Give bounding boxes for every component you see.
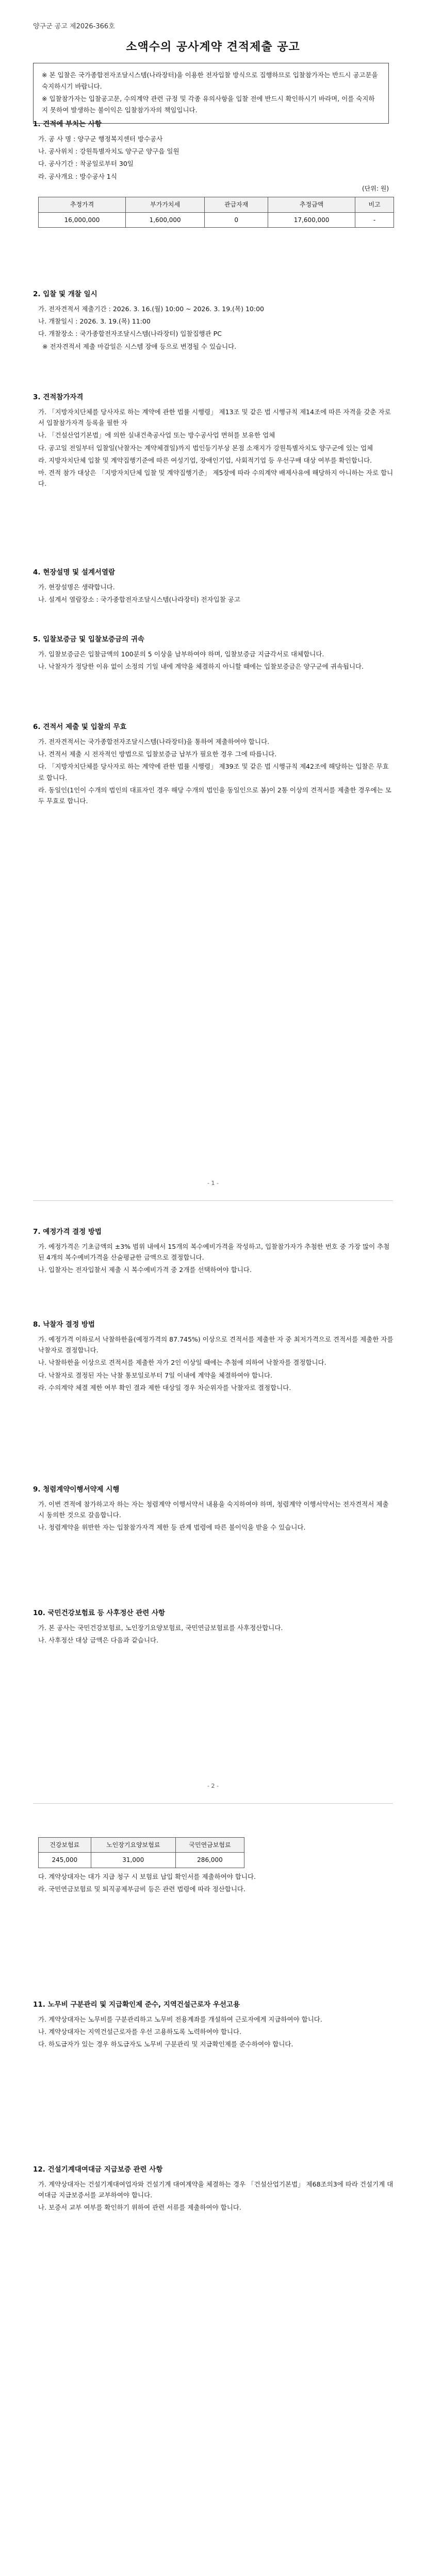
table-header: 비고: [355, 197, 394, 212]
list-item: 라. 동일인(1인이 수개의 법인의 대표자인 경우 해당 수개의 법인을 동일인으로 봄)이 2통 이상의 견적서를 제출한 경우에는 모두 무효로 합니다.: [38, 786, 391, 805]
section-2: [33, 289, 394, 353]
section-heading: 4. 현장설명 및 설계서열람: [33, 568, 116, 577]
section-heading: 11. 노무비 구분관리 및 지급확인제 준수, 지역건설근로자 우선고용: [33, 2001, 240, 2009]
section-heading: 12. 건설기계대여대금 지급보증 관련 사항: [33, 2165, 163, 2174]
summary-line: ※ 본 입찰은 국가종합전자조달시스템(나라장터)을 이용한 전자입찰 방식으로 집행하므로 입찰참가자는 반드시 공고문을 숙지하시기 바랍니다.: [42, 71, 378, 90]
section-8: [33, 1319, 394, 1395]
table-header: 추정금액: [268, 197, 355, 212]
table-header: 추정가격: [39, 197, 126, 212]
list-item: 다. 하도급자가 있는 경우 하도급자도 노무비 구분관리 및 지급확인제를 준수하여야 합니다.: [38, 2040, 293, 2048]
table-cell: 0: [205, 212, 268, 227]
list-item: 가. 전자견적서 제출기간 : 2026. 3. 16.(월) 10:00 ~ 2026. 3. 19.(목) 10:00: [38, 304, 264, 313]
list-item: 나. 공사위치 : 강원특별자치도 양구군 양구읍 일원: [38, 147, 179, 156]
table-cell: 245,000: [39, 1853, 91, 1868]
section-12: [33, 2164, 394, 2215]
list-item: 가. 이번 견적에 참가하고자 하는 자는 청렴계약 이행서약서 내용을 숙지하여야 하며, 청렴계약 이행서약서는 전자견적서 제출 시 동의한 것으로 갈음합니다.: [38, 1500, 389, 1519]
list-item: 나. 계약상대자는 지역건설근로자를 우선 고용하도록 노력하여야 합니다.: [38, 2028, 242, 2036]
table-header: 관급자재: [205, 197, 268, 212]
table-cell: 16,000,000: [39, 212, 126, 227]
notice-number: 양구군 공고 제2026-366호: [33, 23, 115, 30]
list-item: 다. 공사기간 : 착공일로부터 30일: [38, 160, 134, 168]
page-number: - 1 -: [207, 1180, 219, 1187]
list-item: 가. 입찰보증금은 입찰금액의 100분의 5 이상을 납부하여야 하며, 입찰보증금 지급각서로 대체합니다.: [38, 650, 324, 658]
list-item: 나. 보증서 교부 여부를 확인하기 위하여 관련 서류를 제출하여야 합니다.: [38, 2204, 241, 2212]
section-9: [33, 1484, 394, 1535]
list-item: 가. 현장설명은 생략합니다.: [38, 583, 115, 591]
section-6: [33, 721, 394, 808]
summary-line: ※ 입찰참가자는 입찰공고문, 수의계약 관련 규정 및 각종 유의사항을 입찰 전에 반드시 확인하시기 바라며, 이를 숙지하지 못하여 발생하는 불이익은 입찰참가자의 책임입니다.: [42, 94, 375, 114]
section-4: [33, 567, 394, 606]
list-item: 다. 공고일 전일부터 입찰일(낙찰자는 계약체결일)까지 법인등기부상 본점 소재지가 강원특별자치도 양구군에 있는 업체: [38, 444, 373, 452]
page-title: 소액수의 공사계약 견적제출 공고: [126, 41, 300, 54]
table-cell: 31,000: [91, 1853, 175, 1868]
page-divider: [33, 1200, 393, 1201]
list-item: 나. 견적서 제출 시 전자적인 방법으로 입찰보증금 납부가 필요한 경우 그에 따릅니다.: [38, 750, 277, 758]
unit-label: (단위: 원): [362, 184, 389, 192]
list-item: 나. 낙찰자가 정당한 이유 없이 소정의 기일 내에 계약을 체결하지 아니할 때에는 입찰보증금은 양구군에 귀속됩니다.: [38, 663, 364, 671]
list-item: 가. 계약상대자는 노무비를 구분관리하고 노무비 전용계좌를 개설하여 근로자에게 지급하여야 합니다.: [38, 2015, 322, 2023]
list-item: 나. 사후정산 대상 금액은 다음과 같습니다.: [38, 1636, 159, 1645]
list-item: 나. 설계서 열람장소 : 국가종합전자조달시스템(나라장터) 전자입찰 공고: [38, 596, 240, 604]
table-header: 건강보험료: [39, 1838, 91, 1853]
section-10: [33, 1607, 394, 1647]
section-3: [33, 392, 394, 491]
list-item: 나. 청렴계약을 위반한 자는 입찰참가자격 제한 등 관계 법령에 따른 불이익을 받을 수 있습니다.: [38, 1523, 306, 1532]
list-item: 나. 「건설산업기본법」에 의한 실내건축공사업 또는 방수공사업 면허를 보유한 업체: [38, 431, 275, 439]
list-item: 다. 계약상대자는 대가 지급 청구 시 보험료 납입 확인서를 제출하여야 합니다.: [38, 1872, 256, 1880]
section-heading: 2. 입찰 및 개찰 일시: [33, 290, 97, 298]
table-header: 노인장기요양보험료: [91, 1838, 175, 1853]
summary-box: [33, 63, 389, 124]
table-cell: -: [355, 212, 394, 227]
list-item: 다. 낙찰자로 결정된 자는 낙찰 통보일로부터 7일 이내에 계약을 체결하여야 합니다.: [38, 1371, 273, 1379]
section-heading: 5. 입찰보증금 및 입찰보증금의 귀속: [33, 635, 144, 643]
list-item: 가. 전자견적서는 국가종합전자조달시스템(나라장터)을 통하여 제출하여야 합니다.: [38, 737, 270, 745]
list-item: 마. 견적 참가 대상은 「지방자치단체 입찰 및 계약집행기준」 제5장에 따라 수의계약 배제사유에 해당하지 아니하는 자로 합니다.: [38, 469, 394, 488]
list-item: 다. 개찰장소 : 국가종합전자조달시스템(나라장터) 입찰집행관 PC: [38, 330, 222, 338]
list-item: 라. 공사개요 : 방수공사 1식: [38, 172, 117, 180]
table-cell: 286,000: [175, 1853, 244, 1868]
list-item: 가. 계약상대자는 건설기계대여업자와 건설기계 대여계약을 체결하는 경우 「건설산업기본법」 제68조의3에 따라 건설기계 대여대금 지급보증서를 교부하여야 합니다.: [38, 2180, 394, 2199]
section-heading: 6. 견적서 제출 및 입찰의 무효: [33, 723, 127, 731]
list-item: 가. 「지방자치단체를 당사자로 하는 계약에 관한 법률 시행령」 제13조 및 같은 법 시행규칙 제14조에 따른 자격을 갖춘 자로서 입찰참가자격 등록을 필한 자: [38, 408, 391, 427]
list-item: 라. 지방자치단체 입찰 및 계약집행기준에 따른 여성기업, 장애인기업, 사회적기업 등 우선구매 대상 여부를 확인합니다.: [38, 456, 372, 464]
section-7: [33, 1226, 394, 1277]
section-11: [33, 1999, 394, 2052]
table-cell: 1,600,000: [126, 212, 205, 227]
section-heading: 8. 낙찰자 결정 방법: [33, 1320, 95, 1329]
section-heading: 1. 견적에 부치는 사항: [33, 120, 102, 128]
section-10-continued: [33, 1834, 394, 1896]
section-heading: 7. 예정가격 결정 방법: [33, 1228, 102, 1236]
section-heading: 9. 청렴계약이행서약제 시행: [33, 1485, 120, 1494]
table-row: [39, 1853, 244, 1868]
list-item: 나. 입찰자는 전자입찰서 제출 시 복수예비가격 중 2개를 선택하여야 합니다.: [38, 1266, 252, 1274]
list-item: 가. 본 공사는 국민건강보험료, 노인장기요양보험료, 국민연금보험료를 사후정산합니다.: [38, 1623, 283, 1632]
list-item: 나. 개찰일시 : 2026. 3. 19.(목) 11:00: [38, 317, 151, 326]
table-row: [39, 212, 394, 227]
table-header: 부가가치세: [126, 197, 205, 212]
list-item: 다. 「지방자치단체를 당사자로 하는 계약에 관한 법률 시행령」 제39조 및 같은 법 시행규칙 제42조에 해당하는 입찰은 무효로 합니다.: [38, 762, 389, 782]
page-number: - 2 -: [207, 1783, 219, 1789]
list-item: 나. 낙찰하한율 이상으로 견적서를 제출한 자가 2인 이상일 때에는 추첨에 의하여 낙찰자를 결정합니다.: [38, 1359, 326, 1367]
insurance-table: [38, 1837, 244, 1868]
list-item: 가. 예정가격은 기초금액의 ±3% 범위 내에서 15개의 복수예비가격을 작성하고, 입찰참가자가 추첨한 번호 중 가장 많이 추첨된 4개의 복수예비가격을 산술평균한 금액으로 결정합니다.: [38, 1242, 390, 1262]
table-cell: 17,600,000: [268, 212, 355, 227]
list-item: 가. 예정가격 이하로서 낙찰하한율(예정가격의 87.745%) 이상으로 견적서를 제출한 자 중 최저가격으로 견적서를 제출한 자를 낙찰자로 결정합니다.: [38, 1335, 394, 1354]
price-table: [38, 197, 394, 228]
page-divider: [33, 1803, 393, 1804]
section-heading: 10. 국민건강보험료 등 사후정산 관련 사항: [33, 1609, 166, 1617]
table-header: 국민연금보험료: [175, 1838, 244, 1853]
list-item: 라. 수의계약 체결 제한 여부 확인 결과 제한 대상일 경우 차순위자를 낙찰자로 결정합니다.: [38, 1383, 291, 1392]
section-heading: 3. 견적참가자격: [33, 393, 84, 401]
list-item: 가. 공 사 명 : 양구군 행정복지센터 방수공사: [38, 134, 163, 143]
section-1: [33, 118, 394, 231]
list-item: 라. 국민연금보험료 및 퇴직공제부금비 등은 관련 법령에 따라 정산합니다.: [38, 1885, 245, 1893]
section-5: [33, 634, 394, 673]
note-line: ※ 전자견적서 제출 마감일은 시스템 장애 등으로 변경될 수 있습니다.: [42, 342, 237, 350]
